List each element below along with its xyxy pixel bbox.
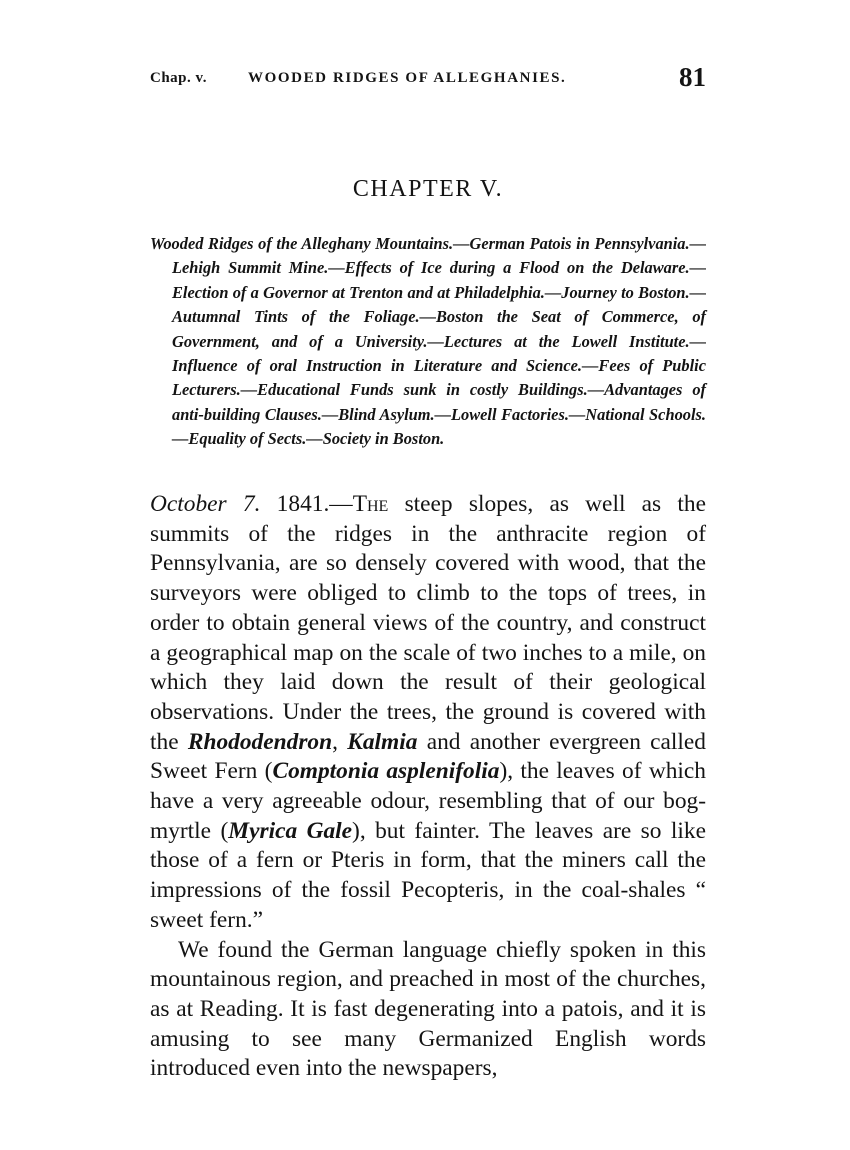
species-comptonia: Comptonia asplenifolia (272, 758, 500, 785)
species-rhododendron: Rhododendron (187, 728, 333, 755)
running-head-chapter: Chap. v. (150, 70, 207, 86)
body-text (150, 490, 706, 1084)
entry-date: October 7. (150, 491, 261, 517)
entry-year: 1841.— (260, 491, 353, 517)
paragraph-2: We found the German language chiefly spoken in this mountainous region, and preached in most of the churches, as at Reading. It is fast degenerating into a patois, and it is amusing to see many Germanized English words introduced even into the newspapers, (150, 936, 706, 1082)
paragraph-1 (150, 490, 706, 936)
chapter-heading: CHAPTER V. (352, 176, 504, 202)
paragraph-1-text-e: ), but fainter. The leaves are so like those of a fern or Pteris in form, that the miners call the impressions of the fossil Pecopteris, in the coal-shales “ sweet fern.” (150, 817, 706, 933)
running-head-title: WOODED RIDGES OF ALLEGHANIES. (248, 70, 567, 86)
page-number: 81 (679, 62, 706, 92)
paragraph-1-text-d: ), the leaves of which have a very agreeable odour, resembling that of our bog-myrtle ( (150, 758, 706, 844)
chapter-synopsis: Wooded Ridges of the Alleghany Mountains.—German Patois in Pennsylvania.—Lehigh Summit Mine.—Effects of Ice during a Flood on the Delaware.—Election of a Governor at Trenton and at Philadelphia.—Journey to Boston.—Autumnal Tints of the Foliage.—Boston the Seat of Commerce, of Government, and of a University.—Lectures at the Lowell Institute.—Influence of oral Instruction in Literature and Science.—Fees of Public Lecturers.—Educational Funds sunk in costly Buildings.—Advantages of anti-building Clauses.—Blind Asylum.—Lowell Factories.—National Schools.—Equality of Sects.—Society in Boston. (150, 234, 706, 449)
paragraph-1-text-b: , (332, 728, 348, 755)
species-myrica: Myrica Gale (228, 817, 353, 844)
paragraph-1-text-c: and another evergreen called Sweet Fern ( (150, 728, 706, 785)
opening-word: The (352, 491, 389, 517)
running-head (150, 62, 706, 102)
species-kalmia: Kalmia (347, 728, 418, 755)
paragraph-1-text-a: steep slopes, as well as the summits of the ridges in the anthracite region of Pennsylvania, are so densely covered with wood, that the surveyors were obliged to climb to the tops of trees, in order to obtain general views of the country, and construct a geographical map on the scale of two inches to a mile, on which they laid down the result of their geological observations. Under the trees, the ground is covered with the (150, 491, 706, 755)
